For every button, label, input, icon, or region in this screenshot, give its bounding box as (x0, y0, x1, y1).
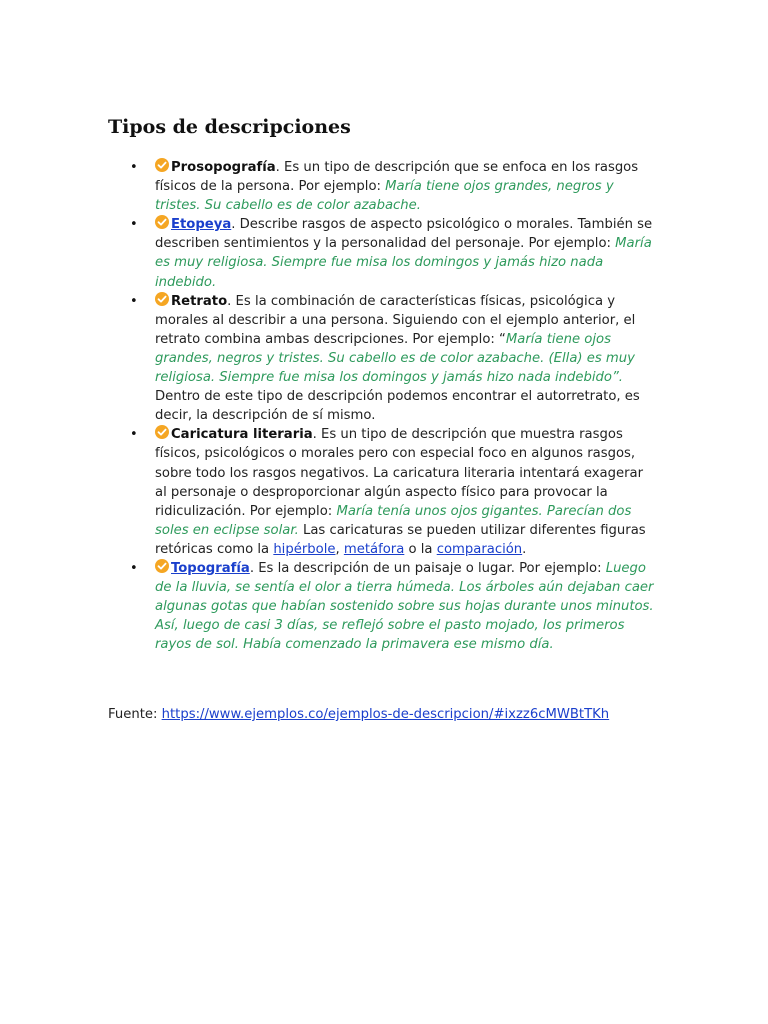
term-link-topografia[interactable]: Topografía (171, 560, 250, 576)
item-text-continued: Las caricaturas se pueden utilizar diferentes figuras retóricas como la (155, 522, 646, 557)
list-item-prosopografia (108, 158, 654, 215)
term-prosopografia: Prosopografía (171, 160, 276, 175)
separator-text: o la (404, 541, 437, 557)
check-badge-icon (155, 559, 169, 573)
term-link-etopeya[interactable]: Etopeya (171, 217, 232, 233)
bullet-icon: • (130, 293, 138, 309)
source-line (108, 707, 609, 722)
list-item-topografia (108, 559, 654, 654)
check-badge-icon (155, 215, 169, 229)
item-text-continued: Dentro de este tipo de descripción podemos encontrar el autorretrato, es decir, la descripción de sí mismo. (155, 389, 640, 424)
item-text: . Es la descripción de un paisaje o lugar. Por ejemplo: (249, 560, 606, 576)
bullet-icon: • (130, 160, 138, 175)
list-item-retrato (108, 292, 654, 426)
end-punctuation: . (522, 541, 527, 557)
check-badge-icon (155, 158, 169, 172)
source-link[interactable]: https://www.ejemplos.co/ejemplos-de-descripcion/#ixzz6cMWBtTKh (161, 707, 610, 722)
link-comparacion[interactable]: comparación (436, 541, 523, 557)
link-hiperbole[interactable]: hipérbole (273, 541, 336, 557)
term-caricatura-literaria: Caricatura literaria (171, 427, 313, 443)
list-item-caricatura-literaria (108, 425, 654, 559)
description-types-list (108, 158, 654, 654)
check-badge-icon (155, 425, 169, 439)
bullet-icon: • (130, 560, 138, 576)
example-text: María tenía unos ojos gigantes. Parecían dos soles en eclipse solar. (155, 503, 632, 538)
item-text: . Es un tipo de descripción que muestra rasgos físicos, psicológicos o morales pero con especial foco en algunos rasgos, sobre todo los rasgos negativos. La caricatura literaria intentará exagerar al personaje o desproporcionar algún aspecto físico para provocar la ridiculización. Por ejemplo: (155, 427, 644, 519)
example-text: Luego de la lluvia, se sentía el olor a tierra húmeda. Los árboles aún dejaban caer algunas gotas que habían sostenido sobre sus hojas durante unos minutos. Así, luego de casi 3 días, se reflejó sobre el pasto mojado, los primeros rayos de sol. Había comenzado la primavera ese mismo día. (155, 560, 654, 653)
page-title: Tipos de descripciones (108, 116, 351, 138)
bullet-icon: • (130, 427, 138, 443)
example-text: María es muy religiosa. Siempre fue misa los domingos y jamás hizo nada indebido. (155, 236, 652, 290)
bullet-icon: • (130, 217, 138, 233)
source-label: Fuente: (108, 707, 162, 722)
list-item-etopeya (108, 215, 654, 291)
separator-text: , (335, 541, 344, 557)
item-text: . Describe rasgos de aspecto psicológico o morales. También se describen sentimientos y la personalidad del personaje. Por ejemplo: (155, 217, 653, 252)
link-metafora[interactable]: metáfora (343, 541, 405, 557)
example-text: María tiene ojos grandes, negros y tristes. Su cabello es de color azabache. (155, 179, 614, 214)
item-text: . Es un tipo de descripción que se enfoca en los rasgos físicos de la persona. Por ejemplo: (155, 160, 639, 195)
example-text: María tiene ojos grandes, negros y tristes. Su cabello es de color azabache. (Ella) es muy religiosa. Siempre fue misa los domingos y jamás hizo nada indebido”. (155, 331, 635, 386)
check-badge-icon (155, 292, 169, 306)
item-text: . Es la combinación de características físicas, psicológica y morales al describir a una persona. Siguiendo con el ejemplo anterior, el retrato combina ambas descripciones. Por ejemplo: “ (155, 293, 636, 347)
term-retrato: Retrato (171, 293, 228, 309)
